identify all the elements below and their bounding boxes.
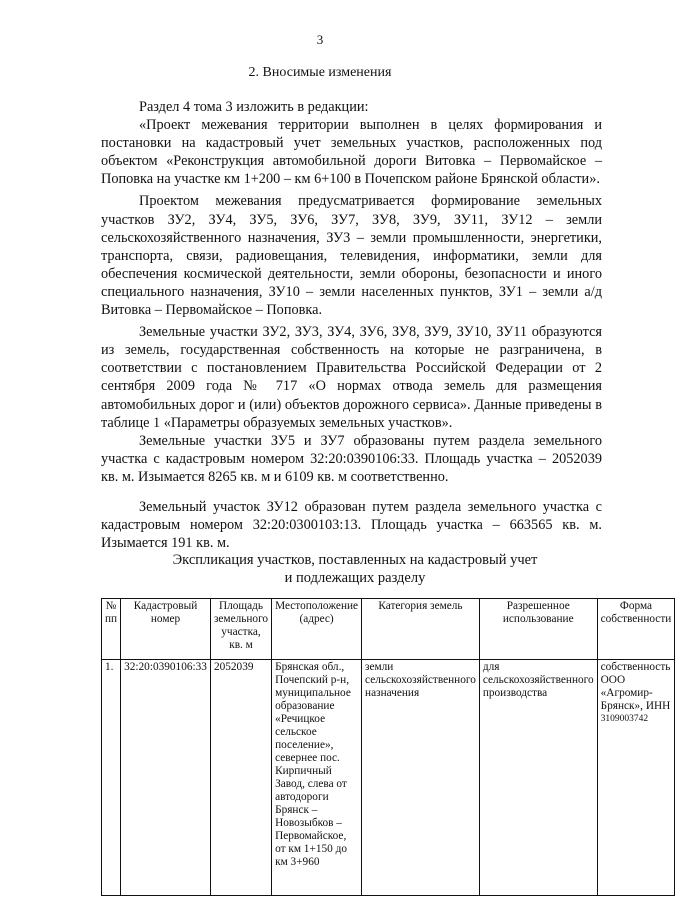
cell-land-category: земли сельскохозяйственного назначения [362, 660, 480, 896]
table-caption-line1: Экспликация участков, поставленных на кадастровый учет [172, 552, 538, 568]
table-header-row [102, 599, 675, 660]
header-cadastral-number: Кадастровый номер [121, 599, 211, 660]
paragraph-purpose: «Проект межевания территории выполнен в целях формирования и постановки на кадастровый учет земельных участков, расположенных под объектом «Реконструкция автомобильной дороги Витовка – Первомайское – Поповка на участке км 1+200 – км 6+100 в Почепском районе Брянской области». [101, 117, 602, 188]
header-location: Местоположение (адрес) [272, 599, 362, 660]
body-text [101, 98, 602, 552]
cell-cadastral-number: 32:20:0390106:33 [121, 660, 211, 896]
cell-location: Брянская обл., Почепский р-н, муниципальное образование «Речицкое сельское поселение», севернее пос. Кирпичный Завод, слева от автодороги Брянск – Новозыбков – Первомайское, от км 1+150 до км 3+960 [272, 660, 362, 896]
section-heading: 2. Вносимые изменения [248, 65, 392, 80]
table-row [102, 660, 675, 896]
paragraph-plots-formation: Проектом межевания предусматривается формирование земельных участков ЗУ2, ЗУ4, ЗУ5, ЗУ6, ЗУ7, ЗУ8, ЗУ9, ЗУ11, ЗУ12 – земли сельскохозяйственного назначения, ЗУ3 – земли промышленности, энергетики, транспорта, связи, радиовещания, телевидения, информатики, земли для обеспечения космической деятельности, земли обороны, безопасности и иного специального назначения, ЗУ10 – земли населенных пунктов, ЗУ1 – земли а/д Витовка – Первомайское – Поповка. [101, 193, 602, 319]
cell-ownership [597, 660, 675, 896]
explication-table [101, 598, 675, 896]
ownership-text: собственность ООО «Агромир-Брянск», ИНН [600, 661, 671, 712]
paragraph-zu5-zu7: Земельные участки ЗУ5 и ЗУ7 образованы путем раздела земельного участка с кадастровым номером 32:20:0390106:33. Площадь участка – 2052039 кв. м. Изымается 8265 кв. м и 6109 кв. м соответственно. [101, 432, 602, 485]
header-ownership: Форма собственности [597, 599, 675, 660]
paragraph-state-land: Земельные участки ЗУ2, ЗУ3, ЗУ4, ЗУ6, ЗУ8, ЗУ9, ЗУ10, ЗУ11 образуются из земель, государственная собственность на которые не разграничена, в соответствии с постановлением Правительства Российской Федерации от 2 сентября 2009 года № 717 «О нормах отвода земель для размещения автомобильных дорог и (или) объектов дорожного сервиса». Данные приведены в таблице 1 «Параметры образуемых земельных участков». [101, 324, 602, 431]
cell-number: 1. [102, 660, 121, 896]
header-permitted-use: Разрешенное использование [479, 599, 597, 660]
cell-area: 2052039 [210, 660, 271, 896]
inn-value: 3109003742 [600, 714, 649, 724]
paragraph-zu12: Земельный участок ЗУ12 образован путем раздела земельного участка с кадастровым номером 32:20:0300103:13. Площадь участка – 663565 кв. м. Изымается 191 кв. м. [101, 498, 602, 552]
header-area: Площадь земельного участка, кв. м [210, 599, 271, 660]
page-number: 3 [316, 32, 324, 47]
header-number: № пп [102, 599, 121, 660]
table-caption-line2: и подлежащих разделу [284, 570, 426, 586]
cell-permitted-use: для сельскохозяйственного производства [479, 660, 597, 896]
header-land-category: Категория земель [362, 599, 480, 660]
paragraph-intro: Раздел 4 тома 3 изложить в редакции: [139, 99, 369, 115]
